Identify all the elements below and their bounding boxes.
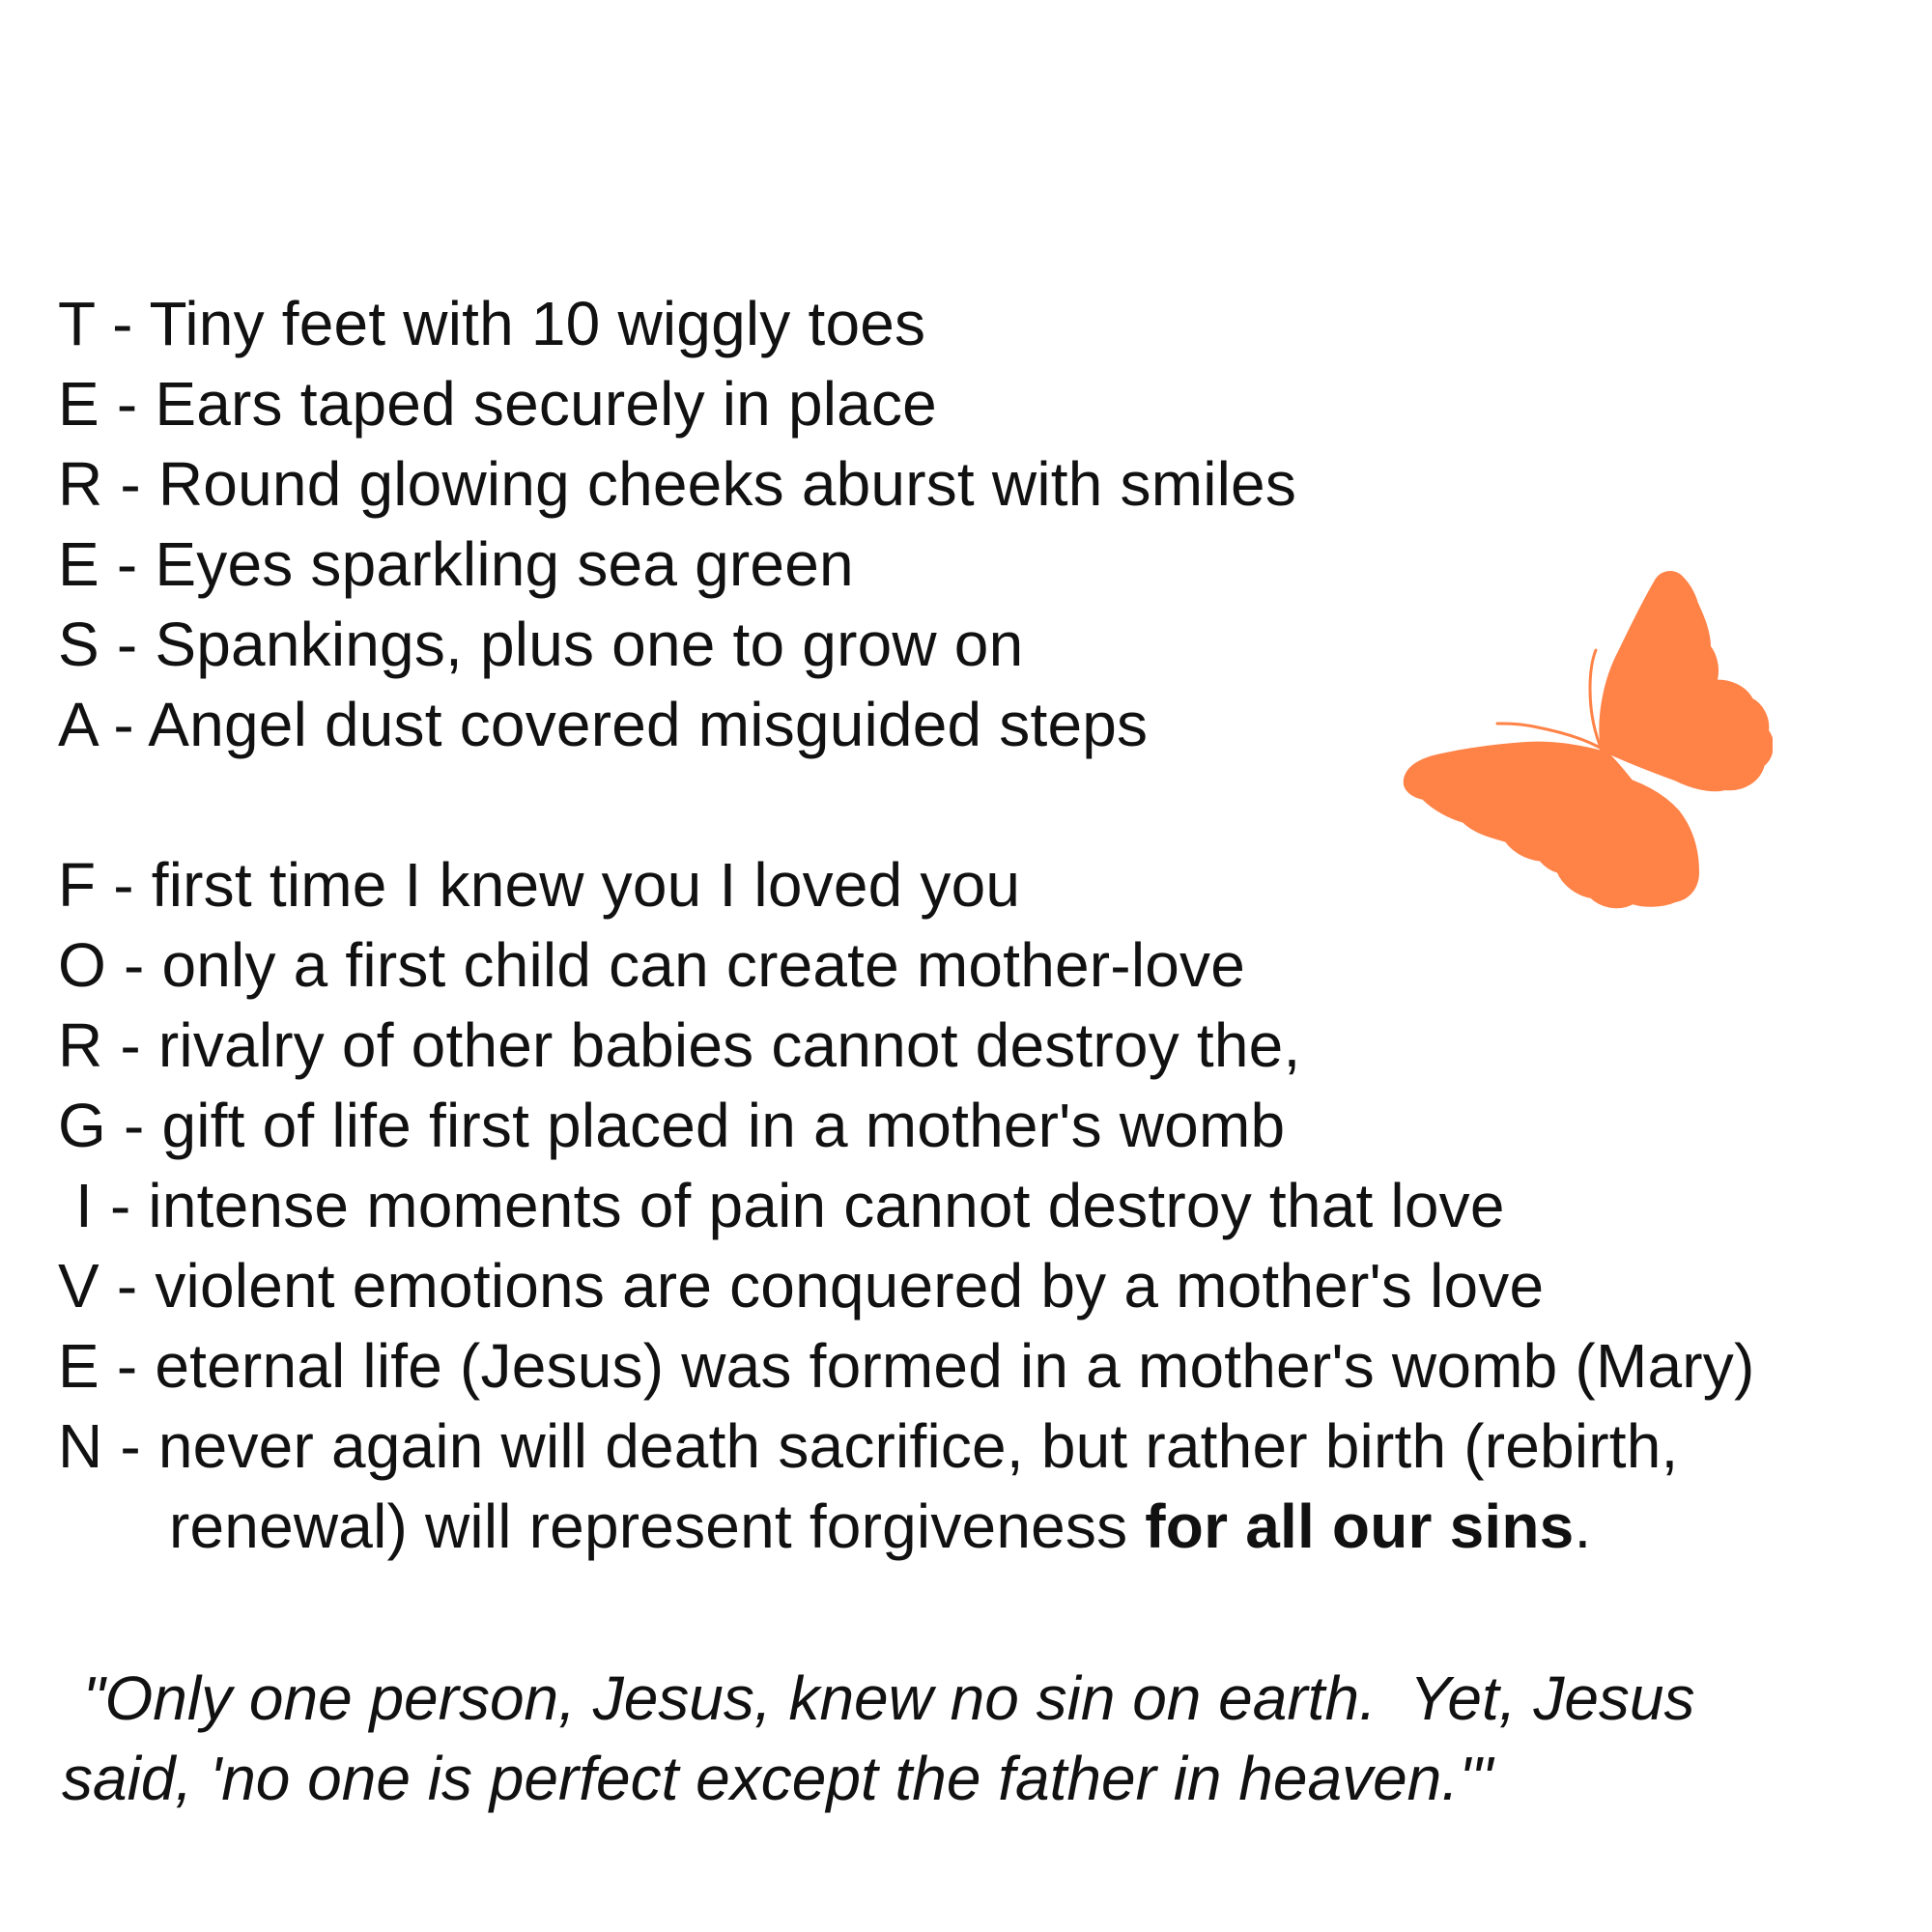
poem-line-r1: R - Round glowing cheeks aburst with smiles <box>58 449 1297 519</box>
poem-line-o: O - only a first child can create mother-love <box>58 930 1246 1000</box>
poem-line-a: A - Angel dust covered misguided steps <box>58 690 1149 759</box>
butterfly-icon <box>1401 565 1773 918</box>
quote-line-1: "Only one person, Jesus, knew no sin on earth. Yet, Jesus <box>66 1663 1695 1733</box>
poem-line-r2: R - rivalry of other babies cannot destroy the, <box>58 1010 1301 1080</box>
poem-line-e2: E - Eyes sparkling sea green <box>58 529 854 599</box>
poem-line-n-continued <box>169 1488 1591 1565</box>
poem-line-s: S - Spankings, plus one to grow on <box>58 610 1024 679</box>
poem-line-f: F - first time I knew you I loved you <box>58 850 1021 920</box>
quote-line-2: said, 'no one is perfect except the father in heaven.'" <box>62 1744 1492 1813</box>
poem-line-e1: E - Ears taped securely in place <box>58 369 937 439</box>
poem-line-n: N - never again will death sacrifice, but rather birth (rebirth, <box>58 1411 1679 1481</box>
last-line-end: . <box>1574 1492 1592 1561</box>
poem-line-i: I - intense moments of pain cannot destroy that love <box>58 1171 1505 1240</box>
poem-line-t: T - Tiny feet with 10 wiggly toes <box>58 289 926 358</box>
last-line-normal: renewal) will represent forgiveness <box>169 1492 1146 1561</box>
poem-line-e3: E - eternal life (Jesus) was formed in a mother's womb (Mary) <box>58 1331 1755 1401</box>
poem-line-g: G - gift of life first placed in a mother's womb <box>58 1091 1286 1160</box>
last-line-bold: for all our sins <box>1145 1492 1575 1561</box>
poem-line-v: V - violent emotions are conquered by a mother's love <box>58 1251 1545 1321</box>
